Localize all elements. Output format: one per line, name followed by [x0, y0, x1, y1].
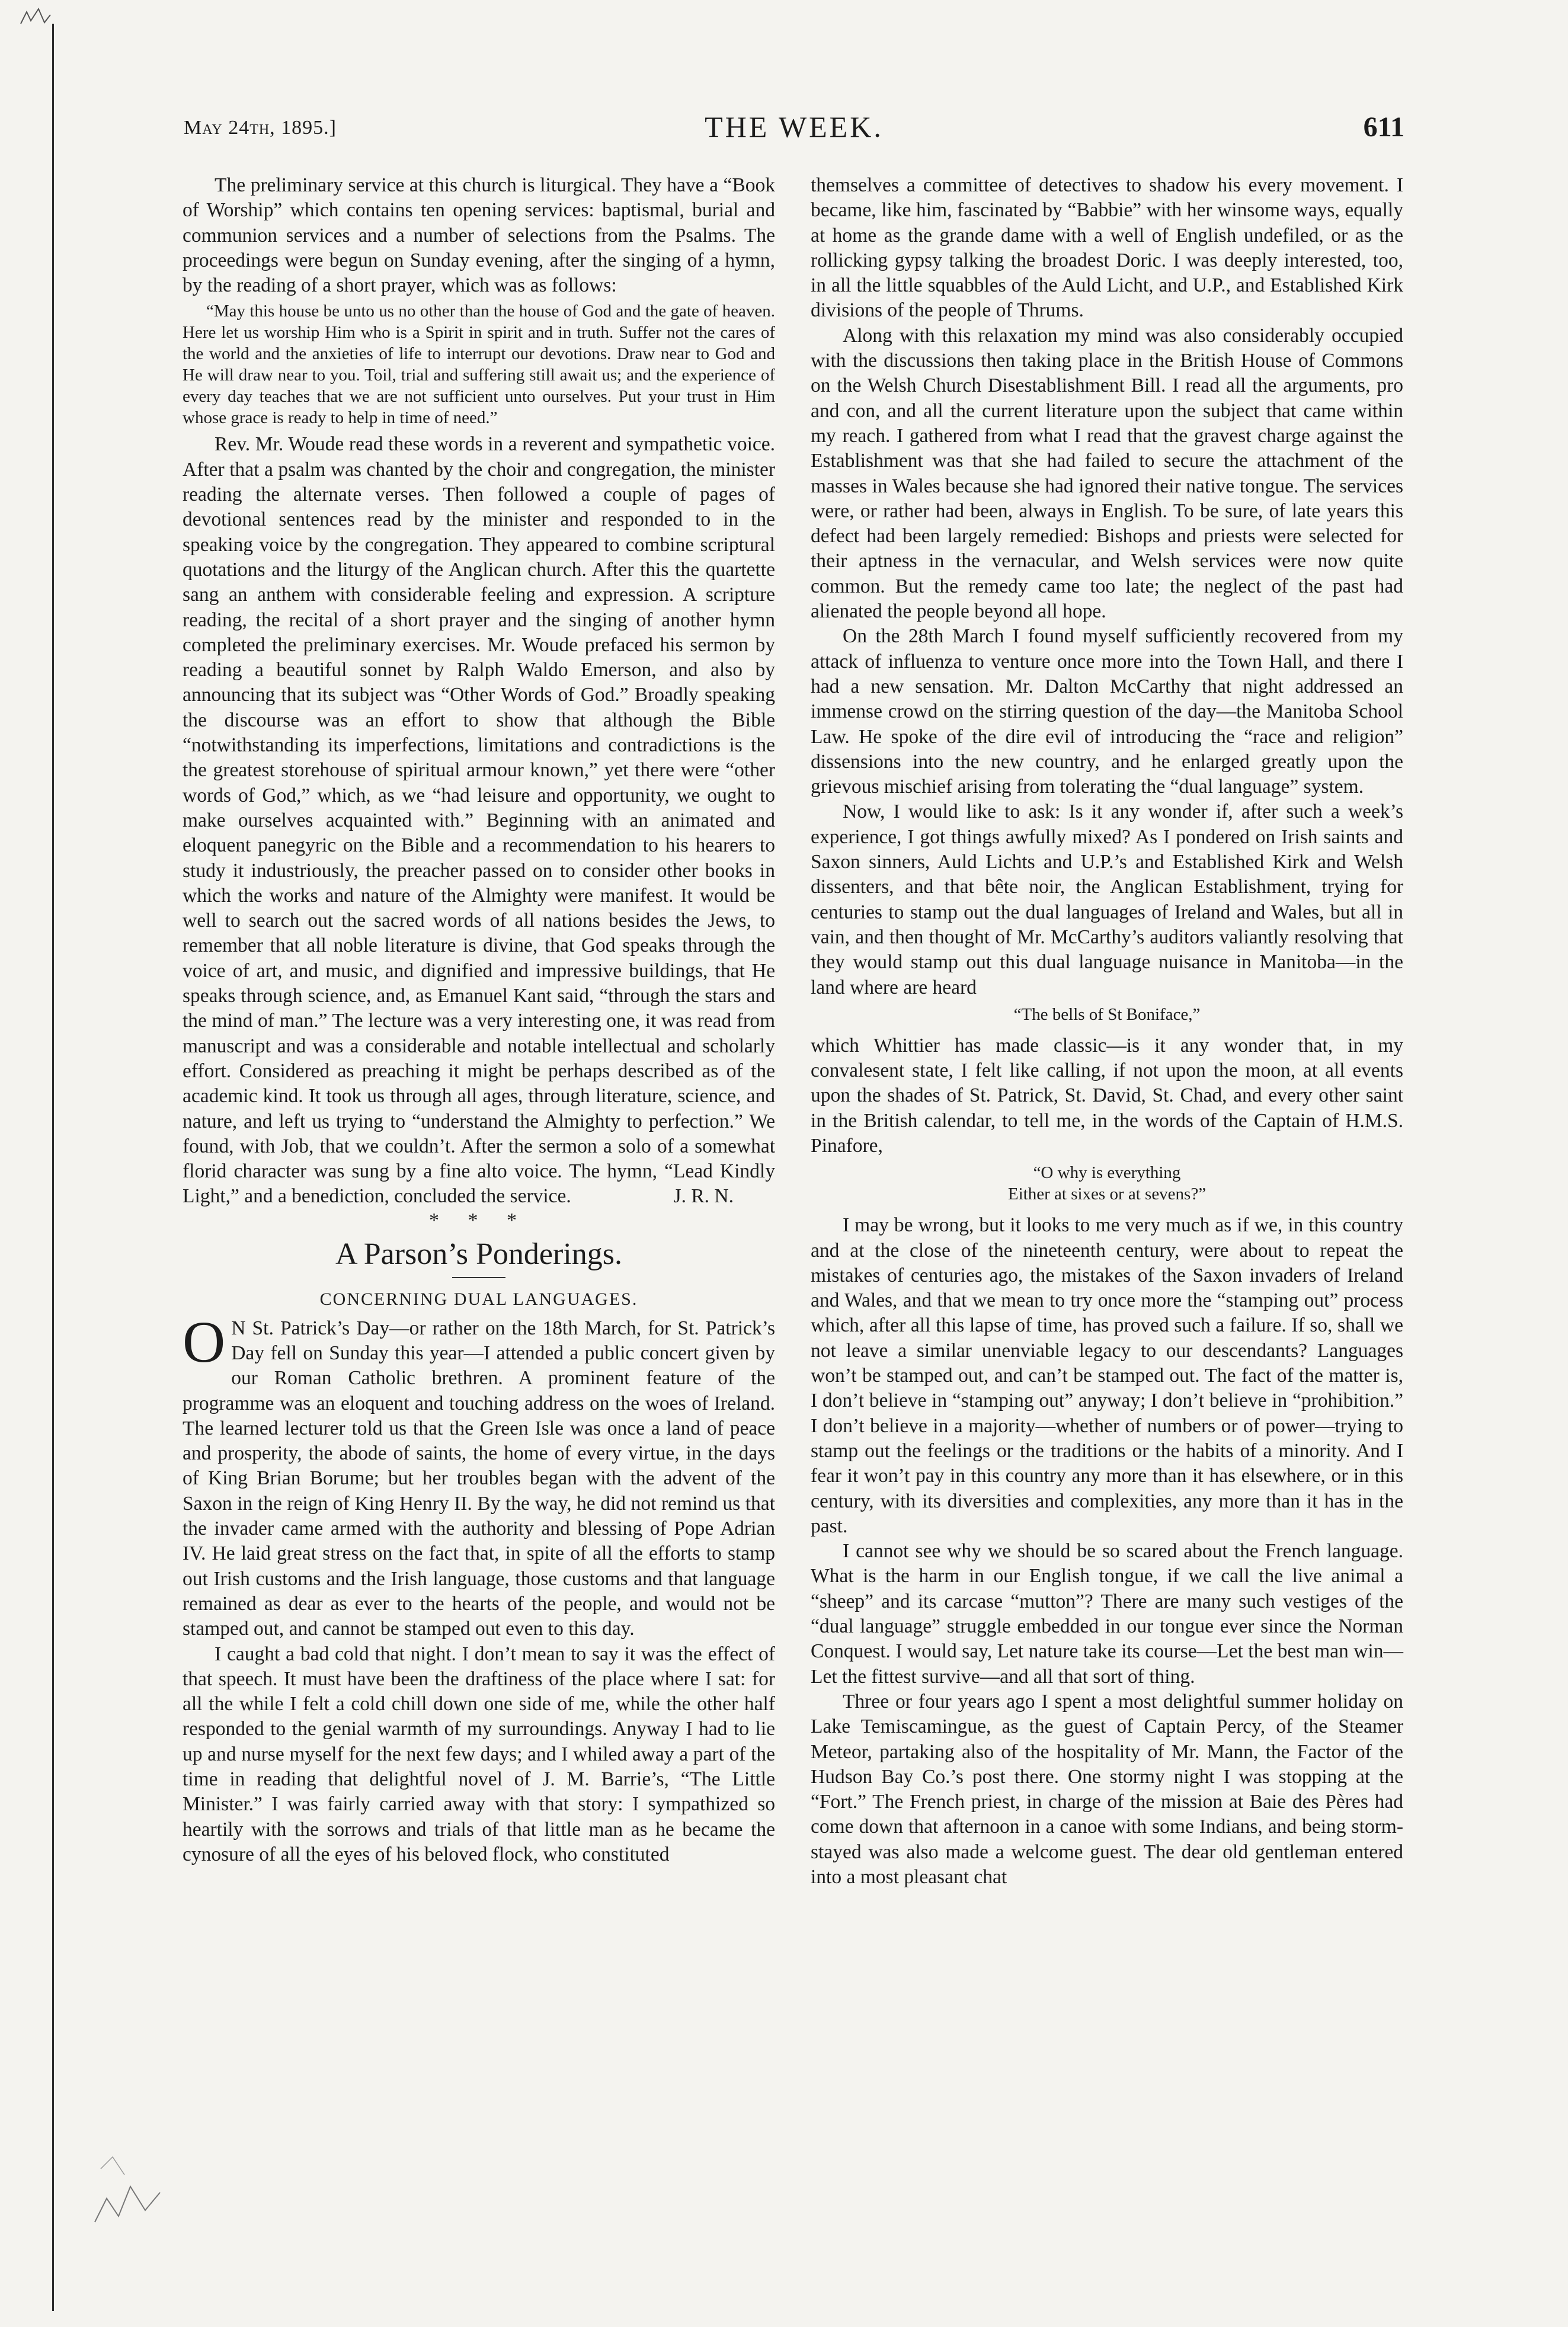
paragraph-text: Rev. Mr. Woude read these words in a reverent and sympathetic voice. After that a psalm was chanted by the choir and congregation, the minister reading the alternate verses. Then followed a couple of pages of devotional sentences read by the minister and responded to in the speaking voice by the congregation. They appeared to combine scriptural quotations and the liturgy of the Anglican church. After this the quartette sang an anthem with considerable feeling and expression. A scripture reading, the recital of a short prayer and the singing of another hymn completed the preliminary exercises. Mr. Woude prefaced his sermon by reading a beautiful sonnet by Ralph Waldo Emerson, and also by announcing that its subject was “Other Words of God.” Broadly speaking the discourse was an effort to show that although the Bible “notwithstanding its imperfections, limitations and contradictions is the the greatest storehouse of spiritual armour known,” yet there were “other words of God,” which, as we “had leisure and opportunity, we ought to make ourselves acquainted with.” Beginning with an animated and eloquent panegyric on the Bible and a recommendation to his hearers to study it industriously, the preacher passed on to consider other books in which the works and nature of the Almighty were manifest. It would be well to search out the sacred words of all nations besides the Jews, to remember that all noble literature is divine, that God speaks through the voice of art, and music, and dignified and impressive buildings, that He speaks through science, and, as Emanuel Kant said, “through the stars and the mind of man.” The lecture was a very interesting one, it was read from manuscript and was a considerable and notable intellectual and scholarly effort. Considered as preaching it might be perhaps described as of the academic kind. It took us through all ages, through literature, science, and nature, and left us trying to “understand the Almighty to perfection.” We found, with Job, that we couldn’t. After the sermon a solo of a somewhat florid character was sung by a fine alto voice. The hymn, “Lead Kindly Light,” and a benediction, concluded the service.	[183, 433, 775, 1208]
paragraph: Now, I would like to ask: Is it any wonder if, after such a week’s experience, I got things awfully mixed? As I pondered on Irish saints and Saxon sinners, Auld Lichts and U.P.’s and Established Kirk and Welsh dissenters, and that bête noir, the Anglican Establishment, trying for centuries to stamp out the dual languages of Ireland and Wales, but all in vain, and then thought of Mr. McCarthy’s auditors valiantly resolving that they would stamp out this dual language nuisance in Manitoba—in the land where are heard	[811, 801, 1403, 998]
drop-cap: O	[183, 1308, 226, 1375]
prayer-quote: “May this house be unto us no other than the house of God and the gate of heaven. Here let us worship Him who is a Spirit in spirit and in truth. Suffer not the cares of the world and the anxieties of life to interrupt our devotions. Draw near to God and He will draw near to you. Toil, trial and suffering still await us; and the experience of every day teaches that we are not sufficient unto ourselves. Put your trust in Him whose grace is ready to help in time of need.”	[183, 302, 775, 428]
paragraph: Three or four years ago I spent a most delightful summer holiday on Lake Temiscamingue, as the guest of Captain Percy, of the Steamer Meteor, partaking also of the hospitality of Mr. Mann, the Factor of the Hudson Bay Co.’s post there. One stormy night I was stopping at the “Fort.” The French priest, in charge of the mission at Baie des Pères had come down that afternoon in a canoe with some Indians, and being storm-stayed was also made a welcome guest. The dear old gentleman entered into a most pleasant chat	[811, 1690, 1403, 1888]
paragraph: Along with this relaxation my mind was also considerably occupied with the discussions then taking place in the British House of Commons on the Welsh Church Disestablishment Bill. I read all the arguments, pro and con, and all the current literature upon the subject that came within my reach. I gathered from what I read that the gravest charge against the Establishment was that she had failed to secure the attachment of the masses in Wales because she had ignored their native tongue. The services were, or rather had been, always in English. To be sure, of late years this defect had been largely remedied: Bishops and priests were selected for their aptness in the vernacular, and Welsh services were now quite common. But the remedy came too late; the neglect of the past had alienated the people beyond all hope.	[811, 324, 1403, 623]
scan-smudge-mark	[89, 2133, 166, 2228]
paragraph: themselves a committee of detectives to shadow his every movement. I became, like him, fascinated by “Babbie” with her winsome ways, equally at home as the grande dame with a well of English undefiled, or as the rollicking gypsy talking the broadest Doric. I was deeply interested, too, in all the little squabbles of the Auld Licht, and U.P., and Established Kirk divisions of the people of Thrums.	[811, 174, 1403, 322]
paragraph: I may be wrong, but it looks to me very much as if we, in this country and at the close of the nineteenth century, were about to repeat the mistakes of centuries ago, the mistakes of the Saxon invaders of Ireland and Wales, and that we mean to try once more the “stamping out” process which, after all this lapse of time, has proved such a failure. If so, shall we not leave a similar unenviable legacy to our descendants? Languages won’t be stamped out, and can’t be stamped out. The fact of the matter is, I don’t believe in “stamping out” anyway; I don’t believe in “prohibition.” I don’t believe in a majority—whether of numbers or of power—trying to stamp out the feelings or the traditions or the habits of a minority. And I fear it won’t pay in this country any more than it has elsewhere, or in this century, with its diversities and complexities, any more than it has in the past.	[811, 1214, 1403, 1537]
pinafore-quote	[811, 1162, 1403, 1205]
right-column	[811, 173, 1403, 1890]
paragraph: I caught a bad cold that night. I don’t mean to say it was the effect of that speech. It must have been the draftiness of the place where I sat: for all the while I felt a cold chill down one side of me, while the other half responded to the genial warmth of my surroundings. Anyway I had to lie up and nurse myself for the next few days; and I whiled away a part of the time in reading that delightful novel of J. M. Barrie’s, “The Little Minister.” I was fairly carried away with that story: I sympathized so heartily with the sorrows and trials of that little man as he became the cynosure of all the eyes of his beloved flock, who constituted	[183, 1643, 775, 1865]
article-title: A Parson’s Ponderings.	[335, 1237, 622, 1271]
page-number: 611	[1363, 111, 1404, 143]
quote-line: “O why is everything	[1033, 1163, 1181, 1183]
left-column	[183, 173, 775, 1867]
paragraph	[183, 1308, 775, 1642]
paragraph: I cannot see why we should be so scared about the French language. What is the harm in our English tongue, if we call the live animal a “sheep” and its carcase “mutton”? There are many such vestiges of the “dual language” struggle embedded in our tongue ever since the Norman Conquest. I would say, Let nature take its course—Let the best man win—Let the fittest survive—and all that sort of thing.	[811, 1540, 1403, 1688]
paragraph-text: N St. Patrick’s Day—or rather on the 18th March, for St. Patrick’s Day fell on Sunday this year—I attended a public concert given by our Roman Catholic brethren. A prominent feature of the programme was an eloquent and touching address on the woes of Ireland. The learned lecturer told us that the Green Isle was once a land of peace and prosperity, the abode of saints, the home of every virtue, in the days of King Brian Borume; but her troubles began with the advent of the Saxon in the reign of King Henry II. By the way, he did not remind us that the invader came armed with the authority and blessing of Pope Adrian IV. He laid great stress on the fact that, in spite of all the efforts to stamp out Irish customs and the Irish language, those customs and that language remained as dear as ever to the hearts of the people, and would not be stamped out, and cannot be stamped out even to this day.	[183, 1317, 775, 1640]
issue-date: May 24th, 1895.]	[184, 117, 337, 139]
paragraph: On the 28th March I found myself sufficiently recovered from my attack of influenza to venture once more into the Town Hall, and there I had a new sensation. Mr. Dalton McCarthy that night addressed an immense crowd on the stirring question of the day—the Manitoba School Law. He spoke of the dire evil of introducing the “race and religion” dissensions into the new country, and he enlarged greatly upon the grievous mischief arising from tolerating the “dual language” system.	[811, 625, 1403, 798]
publication-title: THE WEEK.	[705, 110, 884, 143]
paragraph: The preliminary service at this church is liturgical. They have a “Book of Worship” which contains ten opening services: baptismal, burial and communion services and a number of selections from the Psalms. The proceedings were begun on Sunday evening, after the singing of a hymn, by the reading of a short prayer, which was as follows:	[183, 174, 775, 297]
quote-line: Either at sixes or at sevens?”	[1007, 1185, 1207, 1204]
page-header	[184, 110, 1404, 151]
scan-speck-mark	[18, 6, 53, 30]
paragraph	[183, 432, 775, 1209]
article-subheading: CONCERNING DUAL LANGUAGES.	[319, 1289, 638, 1309]
title-rule	[452, 1277, 505, 1278]
bells-quote: “The bells of St Boniface,”	[1013, 1004, 1201, 1024]
author-signature: J. R. N.	[673, 1185, 734, 1208]
section-divider-stars: * * *	[429, 1209, 529, 1231]
paragraph: which Whittier has made classic—is it any wonder that, in my convalesent state, I felt like calling, if not upon the moon, at all events upon the shades of St. Patrick, St. David, St. Chad, and every other saint in the British calendar, to tell me, in the words of the Captain of H.M.S. Pinafore,	[811, 1034, 1403, 1157]
binding-edge-line	[52, 24, 54, 2311]
